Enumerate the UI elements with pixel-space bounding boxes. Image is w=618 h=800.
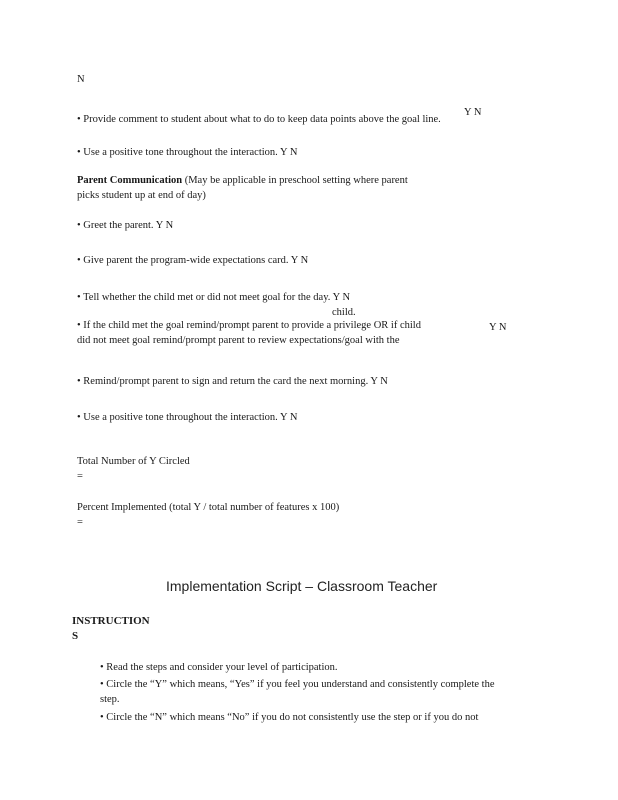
instruction-read: • Read the steps and consider your level of participation. [100, 662, 338, 673]
instructions-title-line1: INSTRUCTION [72, 615, 150, 627]
item-data-points: • Provide comment to student about what to do to keep data points above the goal line. [77, 114, 441, 125]
item-greet-parent: • Greet the parent. Y N [77, 220, 174, 231]
item-positive-tone: • Use a positive tone throughout the interaction. Y N [77, 147, 298, 158]
item-data-points-yn: Y N [464, 107, 482, 118]
parent-communication-note: (May be applicable in preschool setting where parent [182, 175, 408, 186]
parent-communication-note-line2: picks student up at end of day) [77, 190, 206, 201]
item-sign-card: • Remind/prompt parent to sign and return the card the next morning. Y N [77, 376, 388, 387]
item-parent-tone: • Use a positive tone throughout the interaction. Y N [77, 412, 298, 423]
item-remind-line2: did not meet goal remind/prompt parent to review expectations/goal with the [77, 335, 400, 346]
item-remind-yn: Y N [489, 322, 507, 333]
percent-label: Percent Implemented (total Y / total number of features x 100) [77, 502, 340, 513]
total-y-equals: = [77, 471, 83, 482]
instructions-title-line2: S [72, 630, 79, 642]
parent-communication-heading [77, 174, 408, 187]
percent-equals: = [77, 517, 83, 528]
parent-communication-title: Parent Communication [77, 175, 183, 186]
stray-n: N [77, 74, 85, 85]
item-remind-line1: • If the child met the goal remind/prompt parent to provide a privilege OR if child [77, 320, 421, 331]
instruction-circle-n: • Circle the “N” which means “No” if you do not consistently use the step or if you do not [100, 712, 479, 723]
item-child-word: child. [332, 307, 356, 318]
instruction-circle-y-cont: step. [100, 694, 120, 705]
total-y-label: Total Number of Y Circled [77, 456, 190, 467]
item-expectations-card: • Give parent the program-wide expectations card. Y N [77, 255, 309, 266]
script-heading: Implementation Script – Classroom Teacher [166, 578, 438, 594]
instruction-circle-y: • Circle the “Y” which means, “Yes” if you feel you understand and consistently complete the [100, 679, 495, 690]
item-tell-goal: • Tell whether the child met or did not meet goal for the day. Y N [77, 292, 351, 303]
